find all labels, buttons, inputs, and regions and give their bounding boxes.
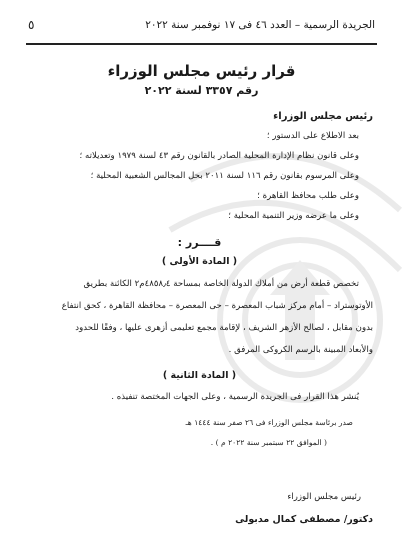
decree-title: قرار رئيس مجلس الوزراء	[107, 62, 296, 80]
issuer-heading: رئيس مجلس الوزراء	[273, 111, 373, 122]
article1-line: بدون مقابل ، لصالح الأزهر الشريف ، لإقامة مجمع تعليمى أزهرى عليها ، وفقًا للحدود	[75, 323, 373, 333]
gazette-issue-line: الجريدة الرسمية – العدد ٤٦ فى ١٧ نوفمبر سنة ٢٠٢٢	[145, 19, 375, 31]
decided-heading: قــــرر :	[177, 236, 222, 249]
preamble-line: وعلى قانون نظام الإدارة المحلية الصادر بالقانون رقم ٤٣ لسنة ١٩٧٩ وتعديلاته ؛	[79, 151, 359, 161]
issued-date-gregorian: ( الموافق ٢٢ سبتمبر سنة ٢٠٢٢ م ) .	[210, 438, 327, 447]
header-rule	[26, 43, 377, 45]
page-header	[28, 18, 375, 32]
article1-heading: ( المادة الأولى )	[161, 256, 238, 267]
preamble-line: وعلى طلب محافظ القاهرة ؛	[257, 191, 359, 201]
page-number: ٥	[28, 18, 35, 32]
preamble-line: وعلى المرسوم بقانون رقم ١١٦ لسنة ٢٠١١ بحل المجالس الشعبية المحلية ؛	[90, 171, 359, 181]
issued-date-hijri: صدر برئاسة مجلس الوزراء فى ٢٦ صفر سنة ١٤٤٤ هـ	[185, 418, 353, 427]
preamble-line: بعد الاطلاع على الدستور ؛	[266, 131, 359, 141]
preamble-line: وعلى ما عرضه وزير التنمية المحلية ؛	[228, 211, 359, 221]
article1-line: والأبعاد المبينة بالرسم الكروكى المرفق .	[228, 345, 373, 355]
signature-role: رئيس مجلس الوزراء	[287, 492, 361, 502]
decree-number: رقم ٣٣٥٧ لسنة ٢٠٢٢	[144, 84, 259, 97]
article1-line: تخصص قطعة أرض من أملاك الدولة الخاصة بمساحة ٤٨٥٨٫٤م٢ الكائنة بطريق	[83, 279, 359, 289]
article2-heading: ( المادة الثانية )	[162, 370, 237, 381]
article1-line: الأوتوستراد – أمام مركز شباب المعصرة – حى المعصرة – محافظة القاهرة ، كحق انتفاع	[61, 301, 373, 311]
signature-name: دكتور/ مصطفى كمال مدبولى	[235, 514, 373, 525]
article2-text: يُنشر هذا القرار فى الجريدة الرسمية ، وعلى الجهات المختصة تنفيذه .	[111, 392, 359, 402]
